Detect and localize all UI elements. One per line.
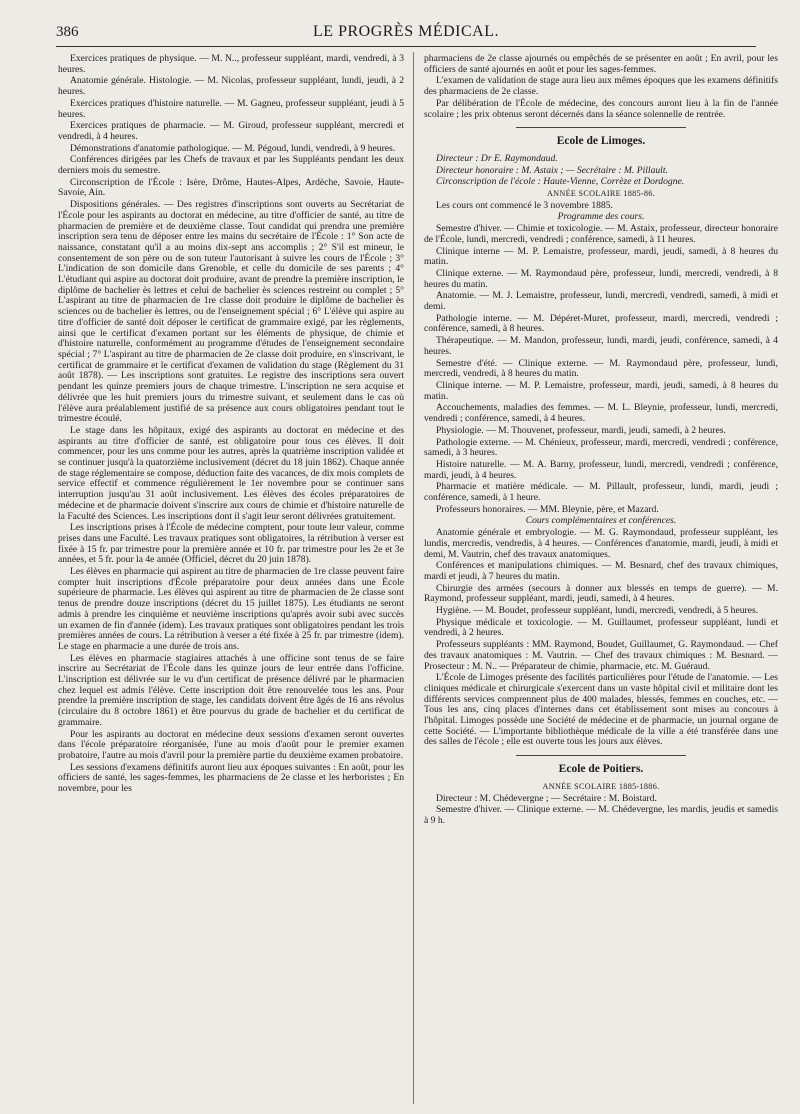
course-entry: Pathologie externe. — M. Chénieux, professeur, mardi, mercredi, vendredi ; conférence, samedi, à 3 heures. [424, 436, 778, 459]
complementaires-heading: Cours complémentaires et conférences. [525, 515, 677, 527]
course-entry: Clinique interne — M. P. Lemaistre, professeur, mardi, jeudi, samedi, à 8 heures du matin. [424, 245, 778, 268]
paragraph: Les inscriptions prises à l'École de médecine comptent, pour toute leur valeur, comme prises dans une Faculté. Les travaux pratiques sont obligatoires, la rétribution à verser est fixée à 15 fr. par trimestre pour la première année et 10 fr. par trimestre pour les 2e et 3e années, et 5 fr. pour la 4e année (Officiel, décret du 20 juin 1878). [58, 522, 404, 566]
section-rule [516, 127, 686, 128]
limoges-programme-heading: Programme des cours. [557, 211, 645, 223]
paragraph: Les sessions d'examens définitifs auront lieu aux époques suivantes : En août, pour les officiers de santé, les sages-femmes, les pharmaciens de 2e classe et les herboristes ; En novembre, pour les [58, 761, 404, 795]
course-entry: Clinique externe. — M. Raymondaud père, professeur, lundi, mercredi, vendredi, à 8 heures du matin. [424, 267, 778, 290]
paragraph: pharmaciens de 2e classe ajournés ou empêchés de se présenter en août ; En avril, pour les officiers de santé ajournés en août et pour les sages-femmes. [424, 54, 778, 75]
course-entry: Thérapeutique. — M. Mandon, professeur, lundi, mardi, jeudi, conférence, samedi, à 4 heures. [424, 335, 778, 357]
paragraph: Circonscription de l'École : Isère, Drôme, Hautes-Alpes, Ardèche, Savoie, Haute-Savoie, Ain. [58, 176, 404, 199]
paragraph: Le stage dans les hôpitaux, exigé des aspirants au doctorat en médecine et des aspirants au titre d'officier de santé, est obligatoire pour tous ces élèves. Il doit commencer, pour les uns comme pour les autres, après la quatrième inscription validée et se continuer jusqu'à la quatorzième inclusivement (décret du 18 juin 1862). Chaque année de stage réglementaire se compose, déduction faite des vacances, de dix mois complets de service effectif et commence régulièrement le 1er novembre pour se continuer sans interruption jusqu'au 31 août inclusivement. Les élèves des écoles préparatoires de médecine et de pharmacie doivent s'inscrire aux cours de chimie et d'histoire naturelle de la Faculté des Sciences. Les inscriptions dont il s'agit leur seront délivrées gratuitement. [58, 424, 404, 522]
paragraph: Démonstrations d'anatomie pathologique. — M. Pégoud, lundi, vendredi, à 9 heures. [70, 142, 396, 154]
page-header [56, 22, 756, 47]
paragraph: Conférences dirigées par les Chefs de travaux et par les Suppléants pendant les deux derniers mois du semestre. [58, 154, 404, 177]
section-rule [516, 755, 686, 756]
course-entry: Semestre d'hiver. — Chimie et toxicologie. — M. Astaix, professeur, directeur honoraire de l'École, lundi, mercredi, vendredi ; conférence, samedi, à 11 heures. [424, 223, 778, 245]
course-entry: Pharmacie et matière médicale. — M. Pillault, professeur, lundi, mardi, jeudi ; conférence, samedi, à 1 heure. [424, 481, 778, 504]
complementary-entry: Conférences et manipulations chimiques. — M. Besnard, chef des travaux chimiques, mardi et jeudi, à 7 heures du matin. [424, 560, 778, 582]
course-entry: Accouchements, maladies des femmes. — M. L. Bleynie, professeur, lundi, mercredi, vendredi ; conférence, samedi, à 4 heures. [424, 402, 778, 425]
section-title-limoges: Ecole de Limoges. [556, 135, 646, 148]
course-entry: Anatomie. — M. J. Lemaistre, professeur, lundi, mercredi, vendredi, samedi, à midi et demi. [424, 290, 778, 313]
course-entry: Pathologie interne. — M. Dépéret-Muret, professeur, mardi, mercredi, vendredi ; conférence, samedi, à 8 heures. [424, 312, 778, 335]
poitiers-line: Semestre d'hiver. — Clinique externe. — M. Chédevergne, les mardis, jeudis et samedis à 9 h. [424, 804, 778, 826]
paragraph: Exercices pratiques de physique. — M. N.., professeur suppléant, mardi, vendredi, à 3 heures. [58, 54, 404, 75]
paragraph: Dispositions générales. — Des registres d'inscriptions sont ouverts au Secrétariat de l'École pour les aspirants au doctorat en médecine, au titre d'officier de santé, au titre de pharmacien de première et de deuxième classe. Tout candidat qui prendra une première inscription sera tenu de déposer entre les mains du secrétaire de l'École : 1° Son acte de naissance, constatant qu'il a au moins dix-sept ans accomplis ; 2° S'il est mineur, le consentement de son père ou de son tuteur l'autorisant à suivre les cours de l'École ; 3° L'indication de son domicile dans Grenoble, et celle du domicile de ses parents ; 4° L'étudiant qui aspire au doctorat doit produire, avant de prendre la première inscription, le diplôme de bachelier ès lettres et celui de bachelier ès sciences restreint ou complet ; 5° L'aspirant au titre de pharmacien de 1re classe doit produire le diplôme de bachelier ès sciences ou de bachelier ès lettres, ou de l'enseignement spécial ; 6° L'élève qui aspire au titre d'officier de santé doit déposer le certificat de grammaire exigé, par les règlements, ainsi que le certificat d'examen portant sur les éléments de physique, de chimie et d'histoire naturelle, conformément au programme d'études de l'enseignement secondaire spécial ; 7° L'aspirant au titre de pharmacien de 2e classe doit produire, en s'inscrivant, le certificat de grammaire et le certificat d'examen de validation du stage (Règlement du 31 août 1878). — Les inscriptions sont gratuites. Le registre des inscriptions sera ouvert pendant les quinze premiers jours de chaque trimestre. L'inscription ne sera acquise et délivrée que les huit premiers jours du trimestre suivant, et seulement dans le cas où l'élève aura préalablement justifié de sa présence aux cours obligatoires pendant tout le trimestre écoulé. [58, 199, 404, 425]
poitiers-annee-scolaire: ANNÉE SCOLAIRE 1885-1886. [542, 781, 660, 791]
paragraph: Les élèves en pharmacie stagiaires attachés à une officine sont tenus de se faire inscrire au Secrétariat de l'École dans les quinze jours de leur entrée dans l'officine. L'inscription est délivrée sur le vu d'un certificat de présence délivré par le pharmacien chez lequel est admis l'élève. Cette inscription doit être renouvelée tous les ans. Pour prendre la première inscription de stage, les candidats doivent être âgés de 16 ans révolus (circulaire du 8 octobre 1861) et être pourvus du grade de bachelier et du certificat de grammaire. [58, 652, 404, 728]
right-column [424, 54, 778, 1104]
limoges-directeur: Directeur : Dr E. Raymondaud. [436, 152, 558, 164]
poitiers-line: Directeur : M. Chédevergne ; — Secrétaire : M. Boistard. [436, 792, 657, 804]
course-entry: Physiologie. — M. Thouvenet, professeur, mardi, jeudi, samedi, à 2 heures. [436, 424, 726, 436]
column-divider [413, 52, 414, 1104]
paragraph: Pour les aspirants au doctorat en médecine deux sessions d'examen seront ouvertes dans l'école préparatoire réorganisée, l'une au mois d'août pour le premier examen probatoire, l'autre au mois d'avril pour la première partie du deuxième examen probatoire. [58, 728, 404, 761]
complementary-entry: Anatomie générale et embryologie. — M. G. Raymondaud, professeur suppléant, les lundis, mercredis, vendredis, à 4 heures. — Conférences d'anatomie, mardi, jeudi, à midi et demi, M. Vautrin, chef des travaux anatomiques. [424, 527, 778, 560]
limoges-ouverture: Les cours ont commencé le 3 novembre 1885. [436, 199, 613, 211]
paragraph: Exercices pratiques de pharmacie. — M. Giroud, professeur suppléant, mercredi et vendredi, à 4 heures. [58, 120, 404, 142]
limoges-circonscription: Circonscription de l'école : Haute-Vienne, Corrèze et Dordogne. [436, 176, 685, 188]
section-title-poitiers: Ecole de Poitiers. [558, 763, 644, 776]
complementary-entry: Physique médicale et toxicologie. — M. Guillaumet, professeur suppléant, lundi et vendredi, à 2 heures. [424, 616, 778, 639]
course-entry: Histoire naturelle. — M. A. Barny, professeur, lundi, mercredi, vendredi ; conférence, mardi, jeudi, à 4 heures. [424, 458, 778, 481]
paragraph: L'examen de validation de stage aura lieu aux mêmes époques que les examens définitifs des pharmaciens de 2e classe. [424, 75, 778, 98]
left-column [58, 54, 404, 1104]
limoges-annee-scolaire: ANNÉE SCOLAIRE 1885-86. [546, 189, 656, 199]
page-number: 386 [56, 24, 79, 40]
course-entry: Clinique interne. — M. P. Lemaistre, professeur, mardi, jeudi, samedi, à 8 heures du matin. [424, 379, 778, 402]
complementary-entry: L'École de Limoges présente des facilités particulières pour l'étude de l'anatomie. — Les cliniques médicale et chirurgicale s'exercent dans un vaste hôpital civil et militaire dont les différents services comprennent plus de 400 malades, blessés, femmes en couches, etc. — Tous les ans, cinq places d'internes dans cet établissement sont mises au concours à l'hôpital. Limoges possède une Société de médecine et de pharmacie, un journal organe de cette Société. — L'importante bibliothèque médicale de la ville a été transférée dans une des salles de l'école ; elle est ouverte tous les jours aux élèves. [424, 672, 778, 748]
paragraph: Par délibération de l'École de médecine, des concours auront lieu à la fin de l'année scolaire ; les prix obtenus seront décernés dans la séance solennelle de rentrée. [424, 97, 778, 120]
course-entry: Semestre d'été. — Clinique externe. — M. Raymondaud père, professeur, lundi, mercredi, vendredi, à 8 heures du matin. [424, 357, 778, 380]
paragraph: Les élèves en pharmacie qui aspirent au titre de pharmacien de 1re classe peuvent faire compter huit inscriptions d'École préparatoire pour deux années dans une École supérieure de pharmacie. Les élèves qui aspirent au titre de pharmacien de 2e classe sont tenus de prendre douze inscriptions (décret du 15 juillet 1875). Les étudiants ne seront admis à prendre les cinquième et neuvième inscriptions qu'après avoir subi avec succès un examen de fin d'année (idem). Les travaux pratiques sont obligatoires pendant les trois premières années de cours. La rétribution à verser a été fixée à 25 fr. par trimestre (idem). Le stage en pharmacie a une durée de trois ans. [58, 566, 404, 652]
limoges-honoraire: Directeur honoraire : M. Astaix ; — Secrétaire : M. Pillault. [436, 164, 668, 176]
course-entry: Professeurs honoraires. — MM. Bleynie, père, et Mazard. [436, 503, 659, 515]
complementary-entry: Professeurs suppléants : MM. Raymond, Boudet, Guillaumet, G. Raymondaud. — Chef des travaux anatomiques : M. Vautrin. — Chef des travaux chimiques : M. Besnard. — Prosecteur : M. N.. — Préparateur de chimie, pharmacie, etc. M. Guéraud. [424, 639, 778, 672]
paragraph: Anatomie générale. Histologie. — M. Nicolas, professeur suppléant, lundi, jeudi, à 2 heures. [58, 75, 404, 98]
running-title: LE PROGRÈS MÉDICAL. [313, 23, 499, 40]
paragraph: Exercices pratiques d'histoire naturelle. — M. Gagneu, professeur suppléant, jeudi à 5 heures. [58, 97, 404, 120]
complementary-entry: Chirurgie des armées (secours à donner aux blessés en temps de guerre). — M. Raymond, professeur suppléant, mardi, jeudi, samedi, à 4 heures. [424, 582, 778, 605]
complementary-entry: Hygiène. — M. Boudet, professeur suppléant, lundi, mercredi, vendredi, à 5 heures. [436, 605, 759, 617]
